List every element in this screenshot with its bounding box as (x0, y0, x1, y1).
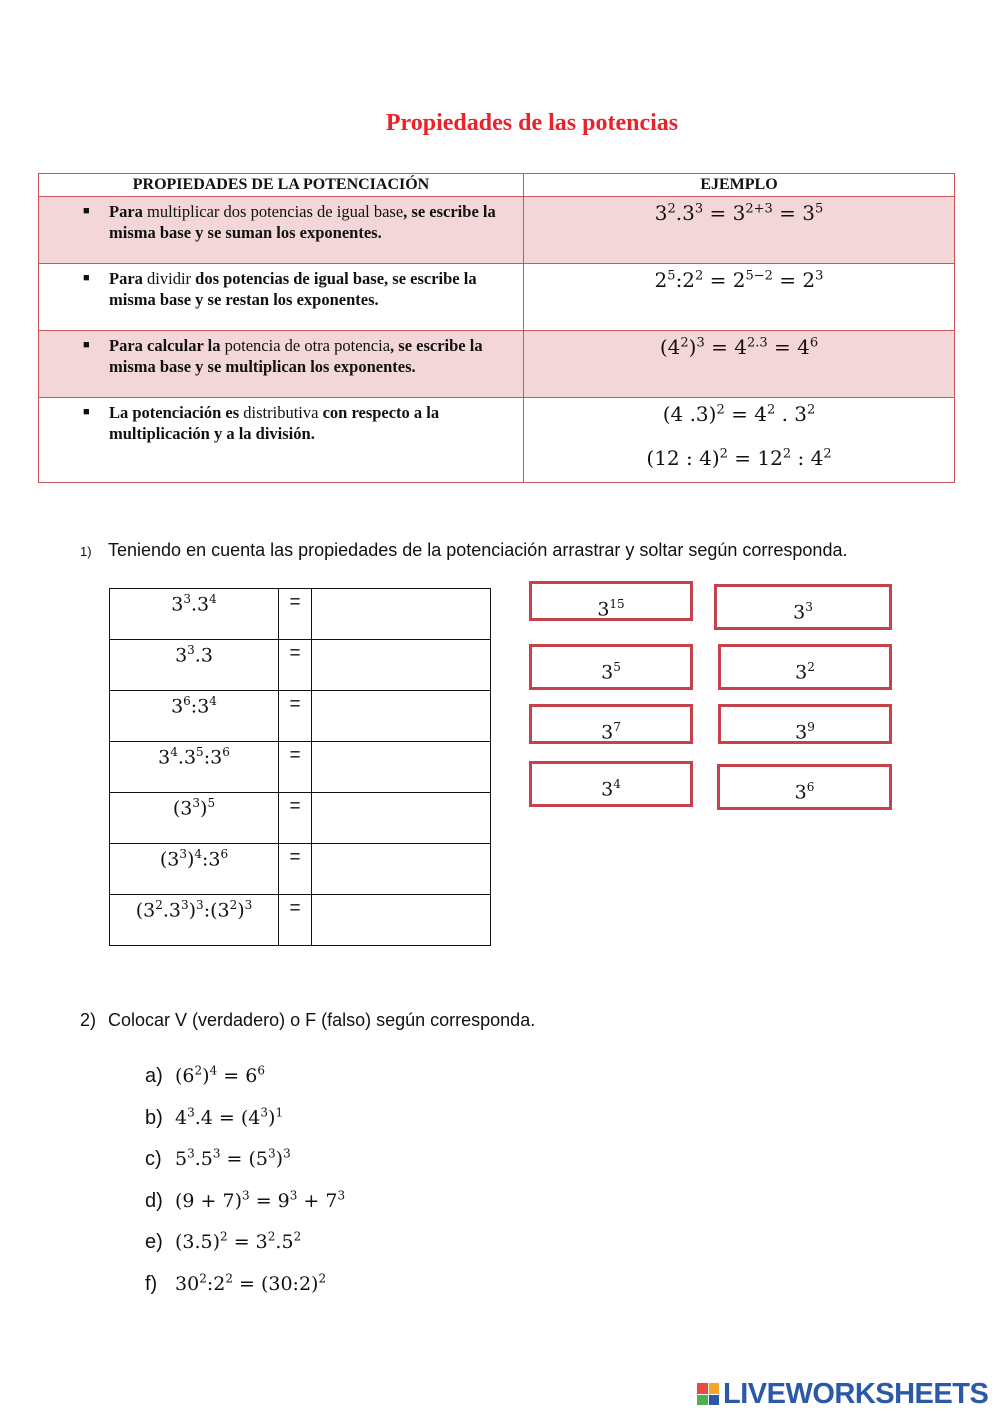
drop-row (110, 589, 491, 640)
answer-tile[interactable]: $3^{15}$ (529, 581, 693, 621)
item-label: b) (145, 1106, 163, 1129)
answer-drop-slot[interactable] (312, 844, 491, 895)
example-line: (12 : $4)^2 = 12^2$ : $4^2$ (646, 446, 832, 470)
answer-tile[interactable]: $3^9$ (718, 704, 892, 744)
expression: $(3^2.3^3)^3:(3^2)^3$ (110, 895, 279, 946)
liveworksheets-logo (697, 1376, 988, 1412)
equals-sign: = (279, 742, 312, 793)
logo-text: LIVEWORKSHEETS (723, 1377, 989, 1410)
expression: $3^3.3$ (110, 640, 279, 691)
equals-sign: = (279, 589, 312, 640)
item-label: e) (145, 1231, 163, 1254)
property-example (524, 398, 955, 483)
true-false-item[interactable] (145, 1230, 301, 1254)
item-expression: $(9 + 7)^3 = 9^3 + 7^3$ (175, 1188, 346, 1212)
header-properties: PROPIEDADES DE LA POTENCIACIÓN (39, 174, 524, 197)
property-text: ■ Para multiplicar dos potencias de igual base, se escribe la misma base y se suman los exponentes. (39, 197, 524, 264)
item-label: a) (145, 1065, 163, 1088)
answer-drop-slot[interactable] (312, 793, 491, 844)
property-row (39, 331, 955, 398)
expression: $(3^3)^4:3^6$ (110, 844, 279, 895)
answer-tile[interactable]: $3^3$ (714, 584, 892, 630)
expression: $3^4.3^5:3^6$ (110, 742, 279, 793)
item-label: c) (145, 1148, 162, 1171)
item-expression: $(6^2)^4 = 6^6$ (175, 1064, 265, 1088)
bullet-icon: ■ (83, 205, 90, 217)
item-expression: $(3.5)^2 = 3^2.5^2$ (175, 1230, 302, 1254)
property-row (39, 264, 955, 331)
answer-drop-slot[interactable] (312, 640, 491, 691)
item-label: d) (145, 1189, 163, 1212)
true-false-item[interactable] (145, 1106, 283, 1130)
properties-table (38, 173, 955, 483)
property-text: ■ Para dividir dos potencias de igual base, se escribe la misma base y se restan los exponentes. (39, 264, 524, 331)
exercise2-number: 2) (80, 1010, 97, 1030)
property-example: $(4^2)^3 = 4^{2.3} = 4^6$ (524, 331, 955, 398)
exercise2-instruction (80, 1010, 535, 1031)
expression: $3^6:3^4$ (110, 691, 279, 742)
item-label: f) (145, 1272, 158, 1295)
item-expression: $5^3.5^3 = (5^3)^3$ (175, 1147, 291, 1171)
expression: $(3^3)^5$ (110, 793, 279, 844)
answer-tile[interactable]: $3^2$ (718, 644, 892, 690)
answer-drop-slot[interactable] (312, 589, 491, 640)
answer-drop-slot[interactable] (312, 691, 491, 742)
answer-drop-slot[interactable] (312, 895, 491, 946)
exercise1-text: Teniendo en cuenta las propiedades de la potenciación arrastrar y soltar según corresponda. (108, 540, 848, 560)
property-row (39, 197, 955, 264)
page-title: Propiedades de las potencias (385, 110, 679, 136)
item-expression: $4^3.4 = (4^3)^1$ (175, 1105, 284, 1129)
answer-tile[interactable]: $3^4$ (529, 761, 693, 807)
equals-sign: = (279, 895, 312, 946)
equals-sign: = (279, 793, 312, 844)
answer-tile[interactable]: $3^7$ (529, 704, 693, 744)
property-text: ■ Para calcular la potencia de otra potencia, se escribe la misma base y se multiplican los exponentes. (39, 331, 524, 398)
drop-row (110, 895, 491, 946)
drop-row (110, 640, 491, 691)
property-row (39, 398, 955, 483)
property-text: ■ La potenciación es distributiva con respecto a la multiplicación y a la división. (39, 398, 524, 483)
exercise1-number: 1) (80, 544, 92, 559)
answer-drop-slot[interactable] (312, 742, 491, 793)
drop-row (110, 742, 491, 793)
logo-mark-icon (697, 1383, 719, 1405)
exercise2-text: Colocar V (verdadero) o F (falso) según corresponda. (108, 1010, 536, 1030)
true-false-item[interactable] (145, 1147, 291, 1171)
bullet-icon: ■ (83, 406, 90, 418)
property-example: $2^5:2^2 = 2^{5-2} = 2^3$ (524, 264, 955, 331)
property-example: $3^2.3^3 = 3^{2+3} = 3^5$ (524, 197, 955, 264)
drop-row (110, 691, 491, 742)
equals-sign: = (279, 691, 312, 742)
item-expression: $30^2:2^2$ = (30:2)$^2$ (175, 1271, 327, 1295)
exercise1-instruction (80, 540, 847, 561)
true-false-item[interactable] (145, 1189, 345, 1213)
drop-row (110, 844, 491, 895)
equals-sign: = (279, 844, 312, 895)
answer-tile[interactable]: $3^6$ (717, 764, 892, 810)
header-example: EJEMPLO (524, 174, 955, 197)
true-false-item[interactable] (145, 1064, 265, 1088)
answer-tile[interactable]: $3^5$ (529, 644, 693, 690)
drop-row (110, 793, 491, 844)
bullet-icon: ■ (83, 339, 90, 351)
true-false-item[interactable] (145, 1272, 326, 1296)
drop-table (109, 588, 491, 946)
expression: $3^3.3^4$ (110, 589, 279, 640)
example-line: (4 $.3)^2 = 4^2$ . $3^2$ (662, 402, 816, 426)
bullet-icon: ■ (83, 272, 90, 284)
equals-sign: = (279, 640, 312, 691)
